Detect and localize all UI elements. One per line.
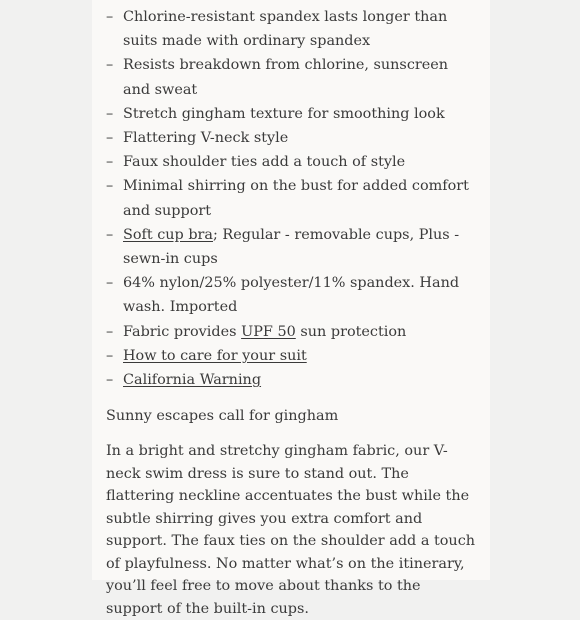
list-dash: – — [106, 154, 114, 171]
feature-text: sun protection — [295, 323, 407, 340]
feature-item-california-warning — [106, 368, 478, 392]
product-tagline: Sunny escapes call for gingham — [106, 408, 339, 425]
product-details-content — [106, 5, 478, 620]
feature-item-care — [106, 344, 478, 368]
california-warning-link[interactable]: California Warning — [123, 372, 262, 389]
feature-item-resists-breakdown — [106, 53, 478, 101]
list-dash: – — [106, 347, 114, 364]
list-dash: – — [106, 178, 114, 195]
feature-text: Chlorine-resistant spandex lasts longer than suits made with ordinary spandex — [123, 9, 448, 50]
list-dash: – — [106, 57, 114, 74]
list-dash: – — [106, 226, 114, 243]
feature-item-shoulder-ties — [106, 150, 478, 174]
list-dash: – — [106, 9, 114, 25]
list-dash: – — [106, 130, 114, 147]
feature-text: Minimal shirring on the bust for added comfort and support — [123, 178, 469, 219]
feature-text: Fabric provides — [123, 323, 242, 340]
feature-item-chlorine-resistant — [106, 5, 478, 53]
feature-text: 64% nylon/25% polyester/11% spandex. Hand wash. Imported — [123, 275, 460, 316]
list-dash: – — [106, 372, 114, 389]
product-description: In a bright and stretchy gingham fabric, our V-neck swim dress is sure to stand out. The flattering neckline accentuates the bust while the subtle shirring gives you extra comfort and support. The faux ties on the shoulder add a touch of playfulness. No matter what’s on the itinerary, you’ll feel free to move about thanks to the support of the built-in cups. — [106, 443, 476, 617]
feature-item-shirring — [106, 174, 478, 222]
feature-text: Resists breakdown from chlorine, sunscreen and sweat — [123, 57, 449, 98]
feature-item-gingham-texture — [106, 102, 478, 126]
list-dash: – — [106, 323, 114, 340]
feature-item-fabric-content — [106, 271, 478, 319]
list-dash: – — [106, 105, 114, 122]
product-details-panel — [92, 0, 490, 617]
feature-text: Stretch gingham texture for smoothing look — [123, 105, 445, 122]
upf-50-link[interactable]: UPF 50 — [241, 323, 296, 340]
feature-text: ; Regular - removable cups, Plus - sewn-in cups — [123, 226, 460, 268]
soft-cup-bra-link[interactable]: Soft cup bra — [123, 226, 213, 243]
feature-item-v-neck — [106, 126, 478, 150]
care-instructions-link[interactable]: How to care for your suit — [123, 347, 307, 364]
list-dash: – — [106, 275, 114, 292]
feature-list — [106, 5, 478, 392]
feature-text: Flattering V-neck style — [123, 130, 289, 147]
feature-item-soft-cup-bra — [106, 223, 478, 271]
feature-item-upf — [106, 320, 478, 344]
feature-text: Faux shoulder ties add a touch of style — [123, 154, 406, 171]
